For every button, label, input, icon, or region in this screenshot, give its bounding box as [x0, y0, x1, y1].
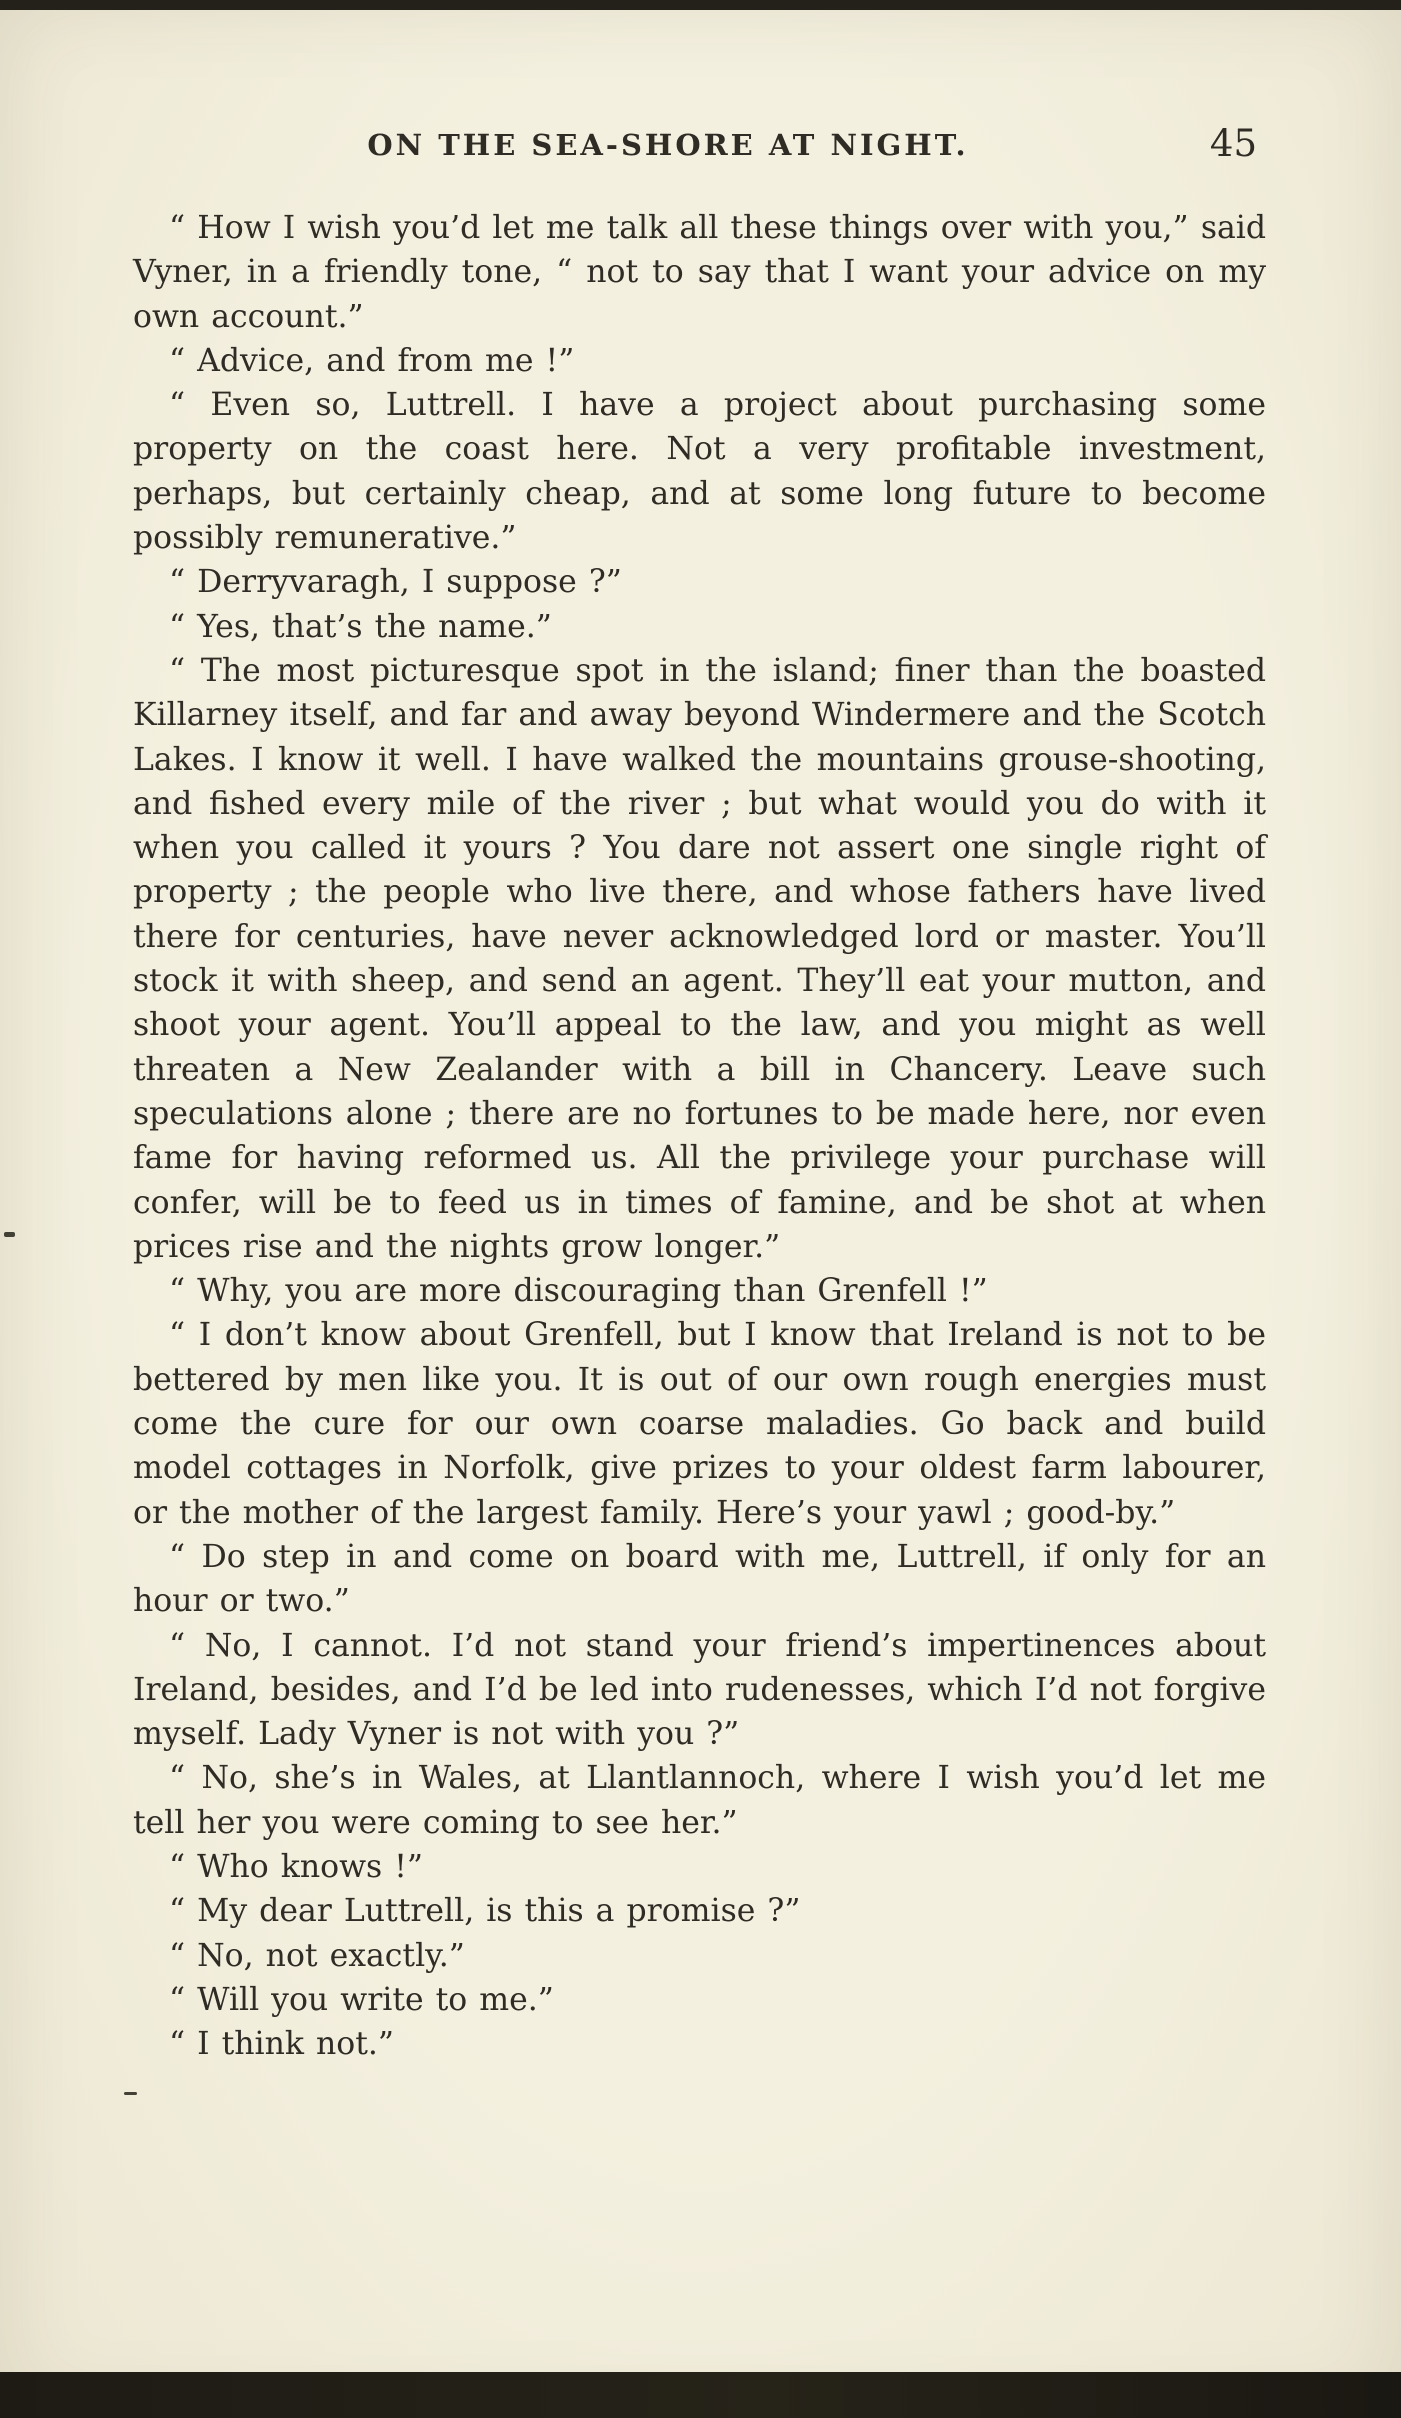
- paragraph: “ No, not exactly.”: [169, 1937, 465, 1974]
- page-number: 45: [1209, 122, 1257, 165]
- paragraph: “ The most picturesque spot in the island; finer than the boasted Killarney itself, and far and away beyond Windermere and the Scotch Lakes. I know it well. I have walked the mountains grouse-shooting, and fished every mile of the river ; but what would you do with it when you called it yours ? You dare not assert one single right of property ; the people who live there, and whose fathers have lived there for centuries, have never acknowledged lord or master. You’ll stock it with sheep, and send an agent. They’ll eat your mutton, and shoot your agent. You’ll appeal to the law, and you might as well threaten a New Zealander with a bill in Chancery. Leave such speculations alone ; there are no fortunes to be made here, nor even fame for having reformed us. All the privilege your purchase will confer, will be to feed us in times of famine, and be shot at when prices rise and the nights grow longer.”: [133, 652, 1266, 1265]
- paragraph: “ I don’t know about Grenfell, but I know that Ireland is not to be bettered by men like you. It is out of our own rough energies must come the cure for our own coarse maladies. Go back and build model cottages in Norfolk, give prizes to your oldest farm labourer, or the mother of the largest family. Here’s your yawl ; good-by.”: [133, 1317, 1266, 1531]
- paragraph: “ Advice, and from me !”: [169, 342, 575, 379]
- paragraph: “ No, she’s in Wales, at Llantlannoch, where I wish you’d let me tell her you were coming to see her.”: [133, 1760, 1266, 1841]
- paragraph: “ Will you write to me.”: [169, 1981, 554, 2018]
- scan-artifact: [124, 2092, 137, 2095]
- page-header: [133, 122, 1263, 178]
- scan-artifact: [4, 1232, 15, 1237]
- paragraph: “ How I wish you’d let me talk all these things over with you,” said Vyner, in a friendly tone, “ not to say that I want your advice on my own account.”: [133, 210, 1266, 335]
- paragraph: “ Even so, Luttrell. I have a project about purchasing some property on the coast here. Not a very profitable investment, perhaps, but certainly cheap, and at some long future to become possibly remunerative.”: [133, 387, 1266, 557]
- paragraph: “ Who knows !”: [169, 1848, 424, 1885]
- paragraph: “ Do step in and come on board with me, Luttrell, if only for an hour or two.”: [133, 1538, 1266, 1620]
- paragraph: “ I think not.”: [169, 2026, 395, 2063]
- paragraph: “ Why, you are more discouraging than Grenfell !”: [169, 1273, 988, 1310]
- scan-edge-bottom: [0, 2372, 1401, 2418]
- paragraph: “ No, I cannot. I’d not stand your friend’s impertinences about Ireland, besides, and I’d be led into rudenesses, which I’d not forgive myself. Lady Vyner is not with you ?”: [133, 1627, 1266, 1753]
- paragraph: “ Derryvaragh, I suppose ?”: [169, 564, 622, 601]
- running-title: ON THE SEA-SHORE AT NIGHT.: [367, 128, 969, 162]
- text-block: [133, 206, 1266, 2066]
- paragraph: “ My dear Luttrell, is this a promise ?”: [169, 1893, 801, 1930]
- paragraph: “ Yes, that’s the name.”: [169, 608, 552, 645]
- scan-edge-top: [0, 0, 1401, 10]
